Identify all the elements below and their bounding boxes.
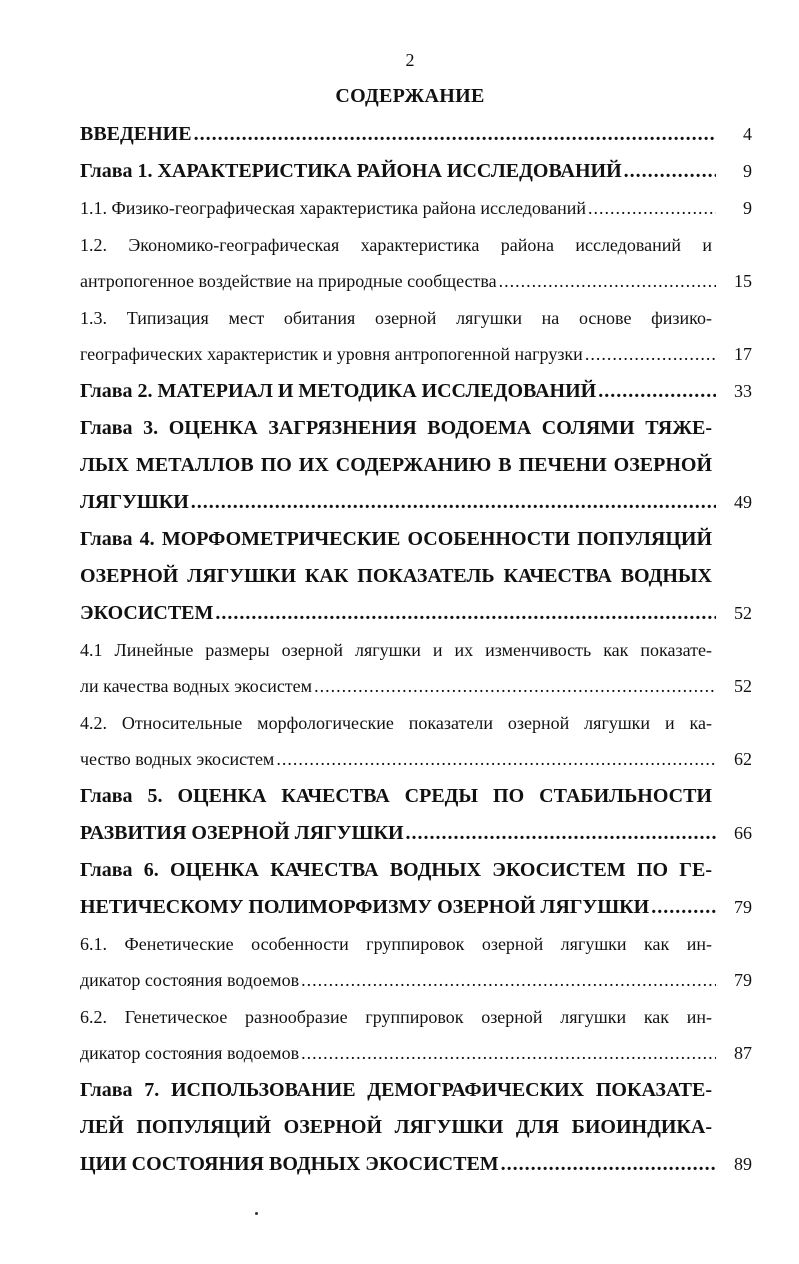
toc-entry-page: 66	[734, 822, 752, 843]
toc-entry-page: 52	[734, 676, 752, 696]
toc-entry-page: 4	[743, 124, 752, 144]
toc-entry-section-6-1-line-1[interactable]: 6.1. Фенетические особенности группировок озерной лягушки как ин-	[80, 933, 712, 954]
toc-entry-chapter-4-line-1[interactable]: Глава 4. МОРФОМЕТРИЧЕСКИЕ ОСОБЕННОСТИ ПОПУЛЯЦИЙ	[80, 527, 712, 550]
toc-entry-page: 17	[734, 344, 752, 364]
toc-entry-section-1-1[interactable]	[80, 190, 752, 227]
toc-entry-text: дикатор состояния водоемов	[80, 970, 300, 990]
toc-entry-page: 15	[734, 271, 752, 291]
toc-entry-section-4-2-line-1[interactable]: 4.2. Относительные морфологические показатели озерной лягушки и ка-	[80, 712, 712, 733]
toc-entry-chapter-5-line-1[interactable]: Глава 5. ОЦЕНКА КАЧЕСТВА СРЕДЫ ПО СТАБИЛЬНОСТИ	[80, 784, 712, 807]
toc-entry-chapter-2[interactable]	[80, 373, 752, 410]
dot-leader	[301, 1035, 716, 1072]
toc-entry-page: 52	[734, 602, 752, 623]
scan-speck	[255, 1212, 258, 1215]
toc-entry-chapter-5[interactable]	[80, 815, 752, 852]
dot-leader	[314, 668, 716, 705]
toc-entry-text: ЦИИ СОСТОЯНИЯ ВОДНЫХ ЭКОСИСТЕМ	[80, 1152, 499, 1175]
toc-entry-text: Глава 1. ХАРАКТЕРИСТИКА РАЙОНА ИССЛЕДОВАНИЙ	[80, 160, 622, 182]
toc-entry-page: 9	[743, 161, 752, 181]
toc-entry-text: ВВЕДЕНИЕ	[80, 123, 192, 145]
dot-leader	[301, 962, 716, 999]
toc-entry-chapter-3-line-1[interactable]: Глава 3. ОЦЕНКА ЗАГРЯЗНЕНИЯ ВОДОЕМА СОЛЯМИ ТЯЖЕ-	[80, 416, 712, 439]
toc-entry-chapter-7-line-2[interactable]: ЛЕЙ ПОПУЛЯЦИЙ ОЗЕРНОЙ ЛЯГУШКИ ДЛЯ БИОИНДИКА-	[80, 1115, 712, 1138]
dot-leader	[624, 153, 716, 190]
toc-entry-page: 33	[734, 380, 752, 401]
toc-entry-text: НЕТИЧЕСКОМУ ПОЛИМОРФИЗМУ ОЗЕРНОЙ ЛЯГУШКИ	[80, 895, 650, 918]
toc-entry-section-1-3[interactable]	[80, 336, 752, 373]
toc-entry-chapter-7-line-1[interactable]: Глава 7. ИСПОЛЬЗОВАНИЕ ДЕМОГРАФИЧЕСКИХ ПОКАЗАТЕ-	[80, 1078, 712, 1101]
toc-entry-section-4-2[interactable]	[80, 741, 752, 778]
toc-entry-page: 49	[734, 491, 752, 512]
toc-entry-page: 9	[743, 198, 752, 218]
table-of-contents	[80, 116, 752, 1183]
toc-entry-section-1-2-line-1[interactable]: 1.2. Экономико-географическая характеристика района исследований и	[80, 234, 712, 255]
toc-title: СОДЕРЖАНИЕ	[335, 85, 485, 107]
toc-entry-text: чество водных экосистем	[80, 749, 275, 769]
dot-leader	[588, 190, 716, 227]
dot-leader	[191, 484, 716, 521]
toc-entry-text: 1.1. Физико-географическая характеристика района исследований	[80, 198, 587, 218]
toc-entry-text: антропогенное воздействие на природные сообщества	[80, 271, 497, 291]
toc-entry-chapter-1[interactable]	[80, 153, 752, 190]
toc-entry-page: 87	[734, 1043, 752, 1063]
dot-leader	[215, 595, 716, 632]
toc-entry-text: Глава 2. МАТЕРИАЛ И МЕТОДИКА ИССЛЕДОВАНИЙ	[80, 379, 597, 402]
toc-entry-text: РАЗВИТИЯ ОЗЕРНОЙ ЛЯГУШКИ	[80, 821, 404, 844]
dot-leader	[406, 815, 716, 852]
dot-leader	[651, 889, 716, 926]
toc-entry-text: дикатор состояния водоемов	[80, 1043, 300, 1063]
toc-entry-text: ли качества водных экосистем	[80, 676, 313, 696]
toc-entry-chapter-7[interactable]	[80, 1146, 752, 1183]
toc-entry-section-4-1[interactable]	[80, 668, 752, 705]
toc-entry-page: 79	[734, 970, 752, 990]
toc-entry-introduction[interactable]	[80, 116, 752, 153]
toc-entry-section-6-2-line-1[interactable]: 6.2. Генетическое разнообразие группировок озерной лягушки как ин-	[80, 1006, 712, 1027]
toc-entry-section-6-1[interactable]	[80, 962, 752, 999]
toc-entry-chapter-4[interactable]	[80, 595, 752, 632]
toc-entry-section-1-3-line-1[interactable]: 1.3. Типизация мест обитания озерной лягушки на основе физико-	[80, 307, 712, 328]
toc-entry-text: географических характеристик и уровня антропогенной нагрузки	[80, 344, 583, 364]
dot-leader	[501, 1146, 716, 1183]
dot-leader	[585, 336, 716, 373]
toc-entry-page: 62	[734, 749, 752, 769]
toc-entry-text: ЭКОСИСТЕМ	[80, 601, 214, 624]
toc-entry-text: ЛЯГУШКИ	[80, 490, 189, 513]
toc-entry-chapter-6[interactable]	[80, 889, 752, 926]
toc-entry-section-6-2[interactable]	[80, 1035, 752, 1072]
toc-entry-chapter-6-line-1[interactable]: Глава 6. ОЦЕНКА КАЧЕСТВА ВОДНЫХ ЭКОСИСТЕМ ПО ГЕ-	[80, 858, 712, 881]
toc-entry-chapter-3[interactable]	[80, 484, 752, 521]
toc-entry-section-1-2[interactable]	[80, 263, 752, 300]
toc-entry-chapter-4-line-2[interactable]: ОЗЕРНОЙ ЛЯГУШКИ КАК ПОКАЗАТЕЛЬ КАЧЕСТВА ВОДНЫХ	[80, 564, 712, 587]
dot-leader	[194, 116, 716, 153]
dot-leader	[598, 373, 716, 410]
dot-leader	[276, 741, 716, 778]
page-number: 2	[405, 50, 415, 70]
dot-leader	[499, 263, 716, 300]
toc-entry-page: 89	[734, 1153, 752, 1174]
toc-entry-chapter-3-line-2[interactable]: ЛЫХ МЕТАЛЛОВ ПО ИХ СОДЕРЖАНИЮ В ПЕЧЕНИ ОЗЕРНОЙ	[80, 453, 712, 476]
toc-entry-page: 79	[734, 896, 752, 917]
toc-entry-section-4-1-line-1[interactable]: 4.1 Линейные размеры озерной лягушки и их изменчивость как показате-	[80, 639, 712, 660]
